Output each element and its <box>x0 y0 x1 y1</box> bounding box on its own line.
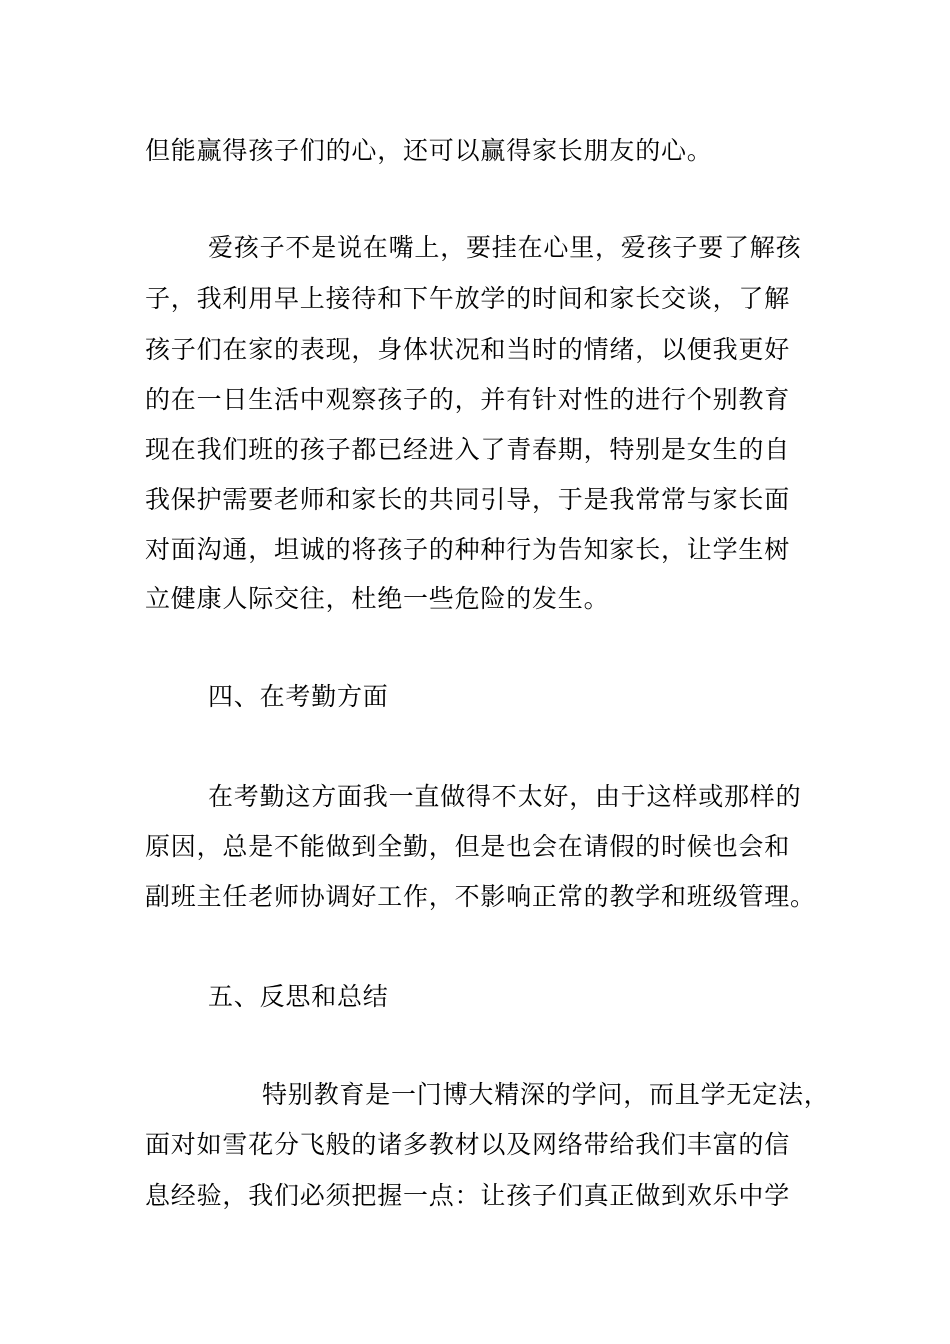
paragraph-love-line-2: 子，我利用早上接待和下午放学的时间和家长交谈，了解 <box>145 284 791 313</box>
paragraph-attendance-line-1: 在考勤这方面我一直做得不太好，由于这样或那样的 <box>208 782 802 811</box>
paragraph-love-line-7: 对面沟通，坦诚的将孩子的种种行为告知家长，让学生树 <box>145 535 791 564</box>
paragraph-reflection-line-3: 息经验，我们必须把握一点：让孩子们真正做到欢乐中学 <box>145 1181 791 1210</box>
paragraph-love-line-4: 的在一日生活中观察孩子的，并有针对性的进行个别教育 <box>145 385 791 414</box>
paragraph-attendance-line-3: 副班主任老师协调好工作，不影响正常的教学和班级管理。 <box>145 882 816 911</box>
section-heading-reflection: 五、反思和总结 <box>208 982 389 1011</box>
paragraph-love-line-8: 立健康人际交往，杜绝一些危险的发生。 <box>145 584 610 613</box>
paragraph-love-line-3: 孩子们在家的表现，身体状况和当时的情绪，以便我更好 <box>145 335 791 364</box>
paragraph-love-line-6: 我保护需要老师和家长的共同引导，于是我常常与家长面 <box>145 485 791 514</box>
paragraph-reflection-line-1: 特别教育是一门博大精深的学问，而且学无定法， <box>262 1080 830 1109</box>
paragraph-attendance-line-2: 原因，总是不能做到全勤，但是也会在请假的时候也会和 <box>145 832 791 861</box>
section-heading-attendance: 四、在考勤方面 <box>208 682 389 711</box>
paragraph-reflection-line-2: 面对如雪花分飞般的诸多教材以及网络带给我们丰富的信 <box>145 1130 791 1159</box>
paragraph-love-line-1: 爱孩子不是说在嘴上，要挂在心里，爱孩子要了解孩 <box>208 233 802 262</box>
paragraph-continuation-line: 但能赢得孩子们的心，还可以赢得家长朋友的心。 <box>145 136 713 165</box>
paragraph-love-line-5: 现在我们班的孩子都已经进入了青春期，特别是女生的自 <box>145 435 791 464</box>
